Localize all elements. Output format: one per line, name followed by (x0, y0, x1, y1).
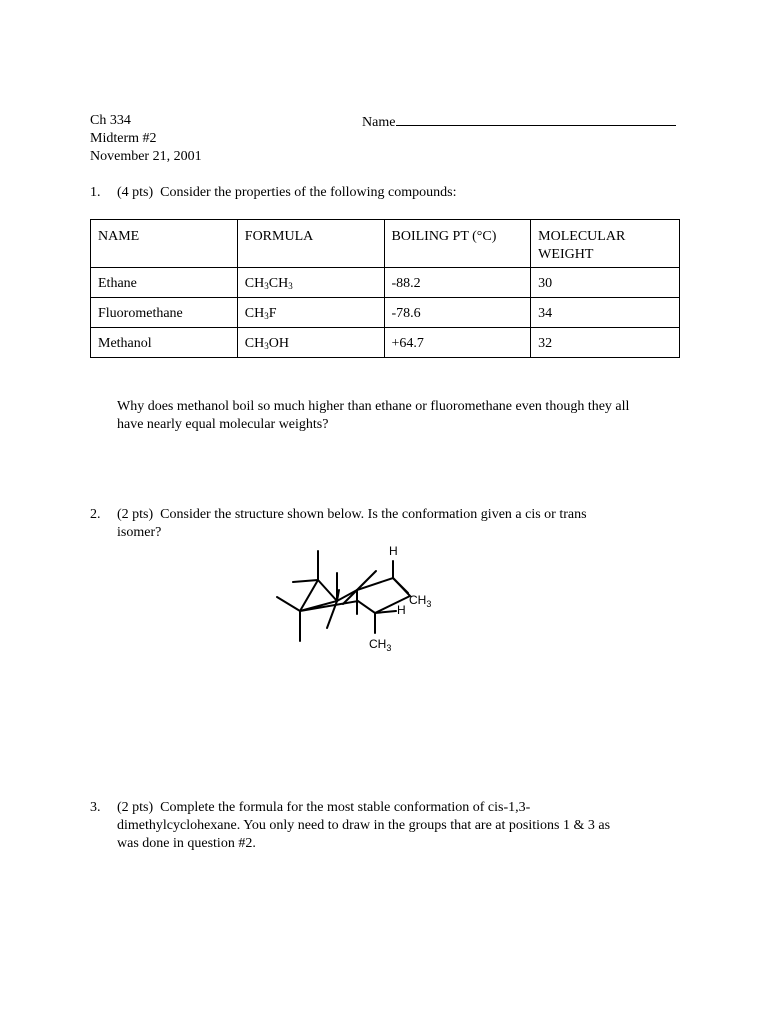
name-label: Name (362, 115, 396, 130)
compound-molecular-weight: 30 (531, 268, 680, 298)
header-boiling-point: BOILING PT (°C) (384, 220, 531, 268)
left-substituent-bond (277, 597, 300, 611)
h-top-label: H (389, 544, 398, 558)
compound-name: Methanol (91, 328, 238, 358)
compound-boiling-point: +64.7 (384, 328, 531, 358)
compound-formula: $CH_3CH_3$ (237, 268, 384, 298)
upper-equatorial-bond (293, 580, 318, 582)
q3-points: (2 pts) (117, 800, 154, 815)
q3-number: 3. (90, 800, 101, 815)
compound-formula: $CH_3OH$ (237, 328, 384, 358)
ch3-right-bond (393, 578, 408, 593)
compound-boiling-point: -78.6 (384, 298, 531, 328)
header-molecular-weight: MOLECULAR WEIGHT (531, 220, 680, 268)
q1-number: 1. (90, 185, 101, 200)
q2-prompt: (2 pts) Consider the structure shown below. Is the conformation given a cis or trans isomer? (117, 507, 587, 540)
q1-points: (4 pts) (117, 185, 154, 200)
compound-molecular-weight: 32 (531, 328, 680, 358)
ch3-right-label: $CH_3$ (409, 593, 432, 609)
header-formula: FORMULA (237, 220, 384, 268)
exam-date: November 21, 2001 (90, 149, 202, 164)
header-name: NAME (91, 220, 238, 268)
h-right-label: H (397, 603, 406, 617)
compound-formula: $CH_3F$ (237, 298, 384, 328)
ring-bond (318, 580, 337, 601)
q1-prompt-text: Consider the properties of the following compounds: (160, 185, 457, 200)
exam-title: Midterm #2 (90, 131, 157, 146)
q2-number: 2. (90, 507, 101, 522)
compound-name: Fluoromethane (91, 298, 238, 328)
q3-prompt: (2 pts) Complete the formula for the most stable conformation of cis-1,3- dimethylcyclohexane. You only need to draw in the groups that are at positions 1 & 3 as was done in question #2. (117, 800, 611, 851)
ch3-bottom-label: $CH_3$ (369, 637, 392, 653)
q2-points: (2 pts) (117, 507, 154, 522)
q1-question: Why does methanol boil so much higher than ethane or fluoromethane even though they all have nearly equal molecular weights? (117, 399, 630, 432)
compound-boiling-point: -88.2 (384, 268, 531, 298)
course-code: Ch 334 (90, 113, 131, 128)
compound-name: Ethane (91, 268, 238, 298)
compound-molecular-weight: 34 (531, 298, 680, 328)
